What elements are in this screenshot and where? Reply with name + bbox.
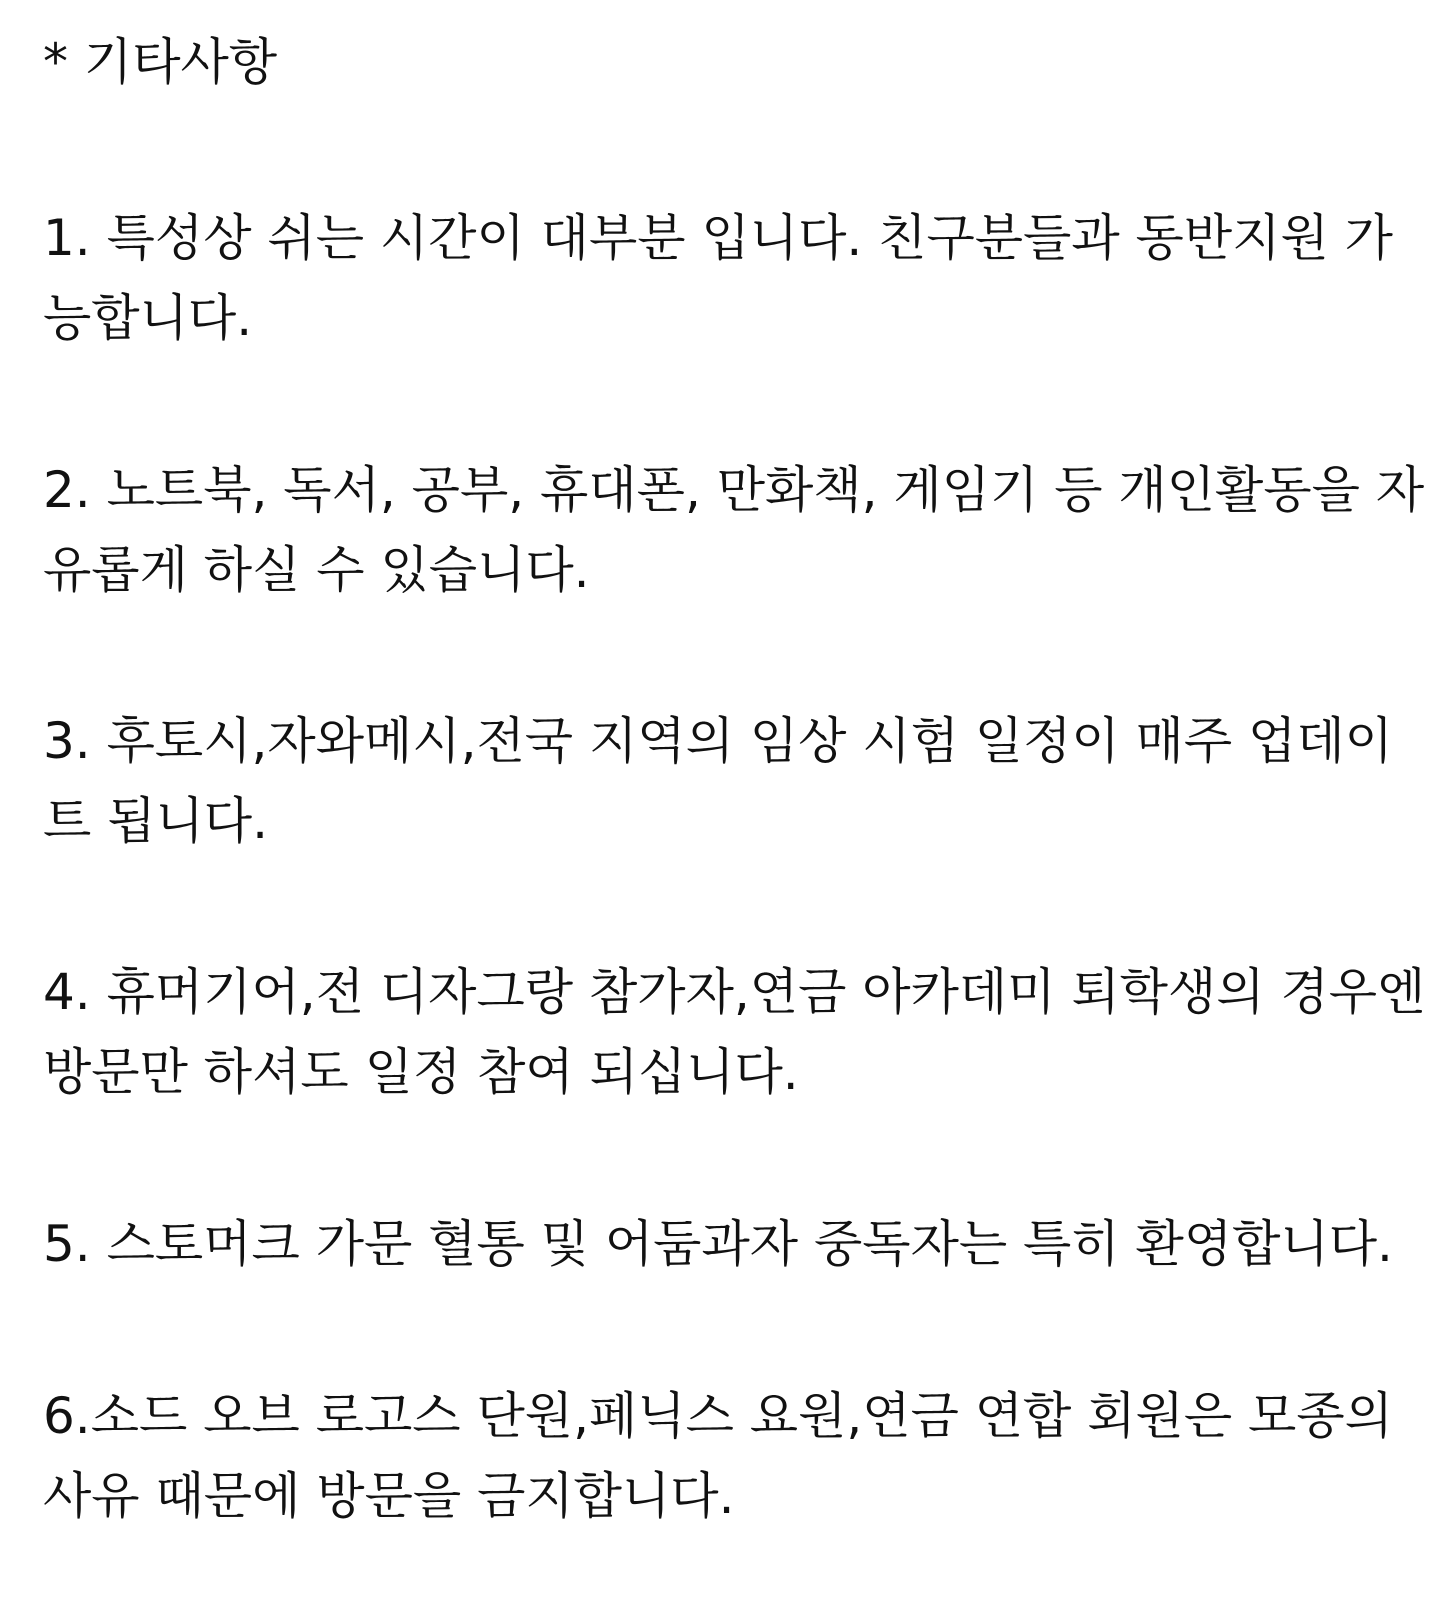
list-item-3 (43, 701, 1393, 861)
list-item-1-line-2: 능합니다. (43, 289, 253, 347)
list-item-5-line-1: 5. 스토머크 가문 혈통 및 어둠과자 중독자는 특히 환영합니다. (43, 1215, 1393, 1273)
list-item-3-line-2: 트 됩니다. (43, 792, 268, 850)
section-heading: * 기타사항 (43, 33, 278, 91)
list-item-1-line-1: 1. 특성상 쉬는 시간이 대부분 입니다. 친구분들과 동반지원 가 (43, 209, 1393, 267)
list-item-2-line-2: 유롭게 하실 수 있습니다. (43, 541, 590, 599)
list-item-5 (43, 1204, 1393, 1284)
list-item-1 (43, 198, 1393, 358)
document-body (43, 28, 1426, 1525)
list-item-6-line-2: 사유 때문에 방문을 금지합니다. (43, 1467, 735, 1525)
list-item-6 (43, 1376, 1393, 1536)
list-item-4-line-2: 방문만 하셔도 일정 참여 되십니다. (43, 1043, 799, 1101)
list-item-3-line-1: 3. 후토시,자와메시,전국 지역의 임상 시험 일정이 매주 업데이 (43, 712, 1393, 770)
list-item-2-line-1: 2. 노트북, 독서, 공부, 휴대폰, 만화책, 게임기 등 개인활동을 자 (43, 461, 1425, 519)
list-item-4 (43, 952, 1425, 1112)
list-item-2 (43, 450, 1424, 610)
list-item-4-line-1: 4. 휴머기어,전 디자그랑 참가자,연금 아카데미 퇴학생의 경우엔 (43, 963, 1426, 1021)
list-item-6-line-1: 6.소드 오브 로고스 단원,페닉스 요원,연금 연합 회원은 모종의 (43, 1387, 1393, 1445)
